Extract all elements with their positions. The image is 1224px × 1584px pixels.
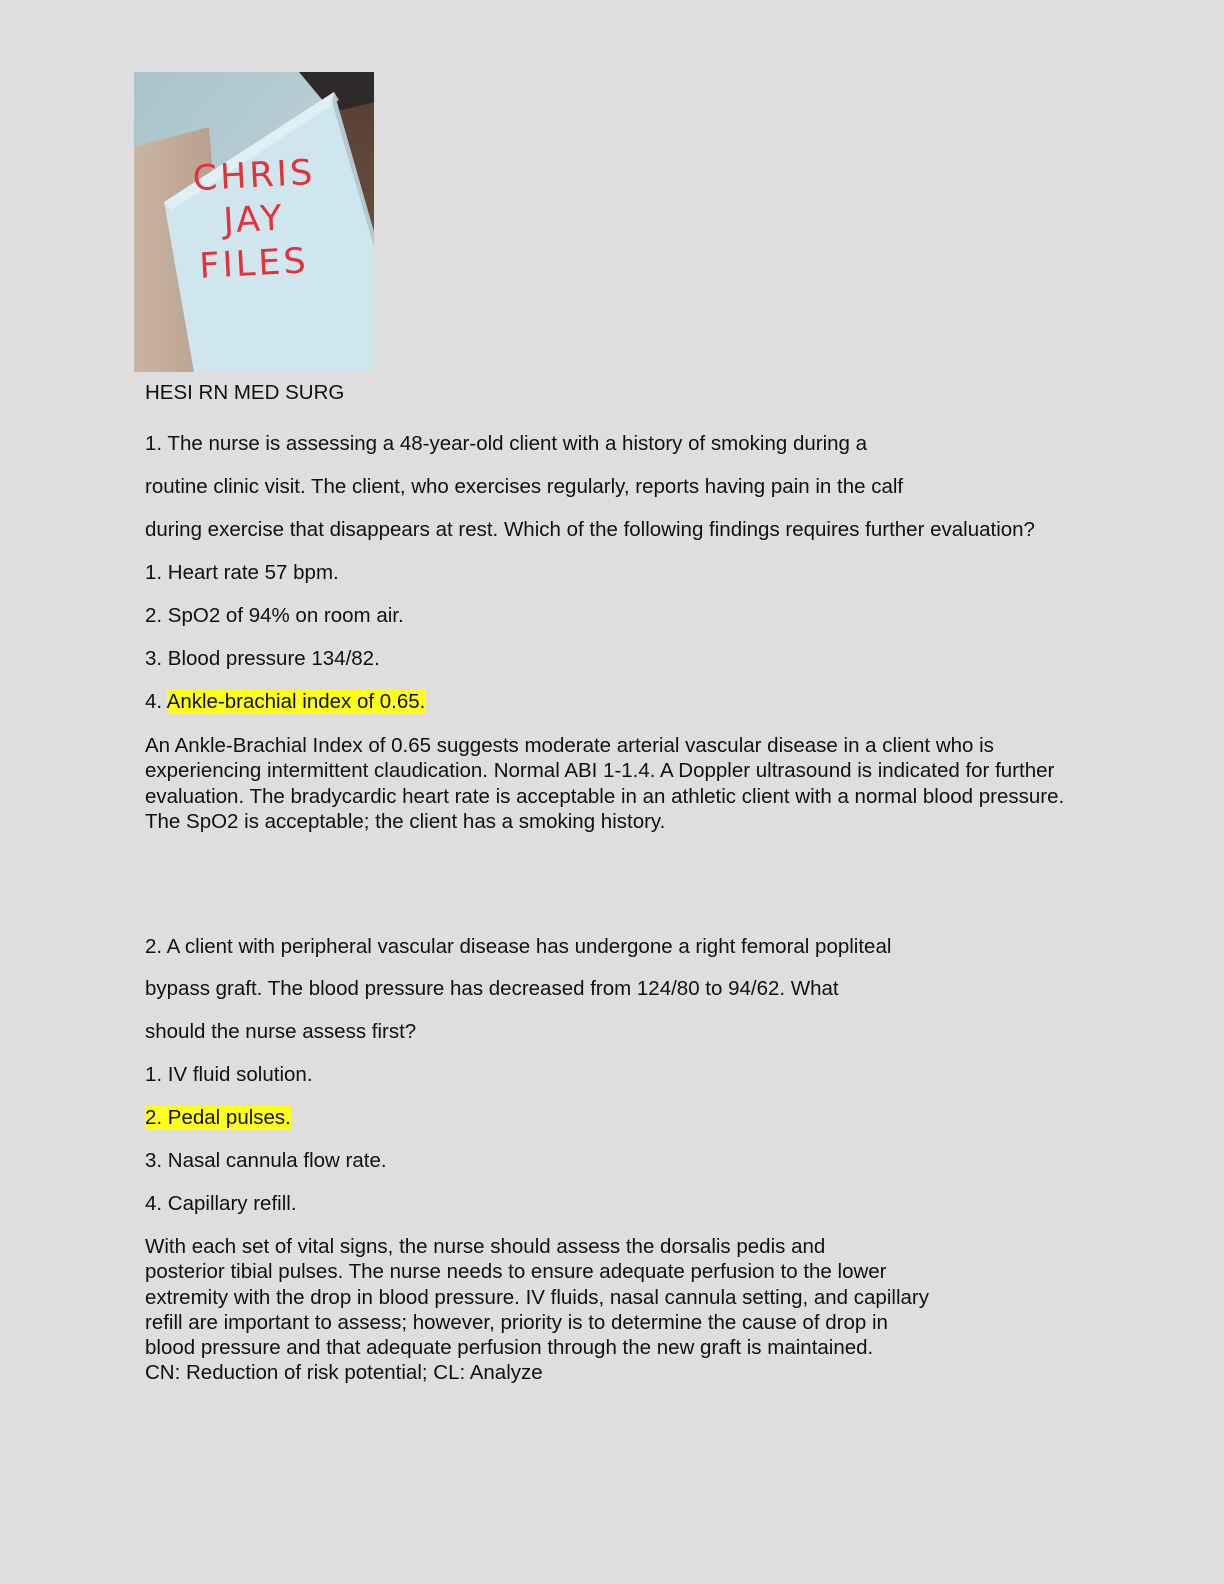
q2-stem-line-1: 2. A client with peripheral vascular disease has undergone a right femoral popliteal <box>145 935 892 958</box>
q2-stem-line-2: bypass graft. The blood pressure has decreased from 124/80 to 94/62. What <box>145 977 839 1000</box>
q2-answer-highlight: 2. Pedal pulses. <box>145 1106 291 1129</box>
q1-rationale-line-1: An Ankle-Brachial Index of 0.65 suggests moderate arterial vascular disease in a client who is <box>145 734 994 757</box>
q1-stem-line-2: routine clinic visit. The client, who exercises regularly, reports having pain in the calf <box>145 475 904 498</box>
q2-rationale-line-1: With each set of vital signs, the nurse should assess the dorsalis pedis and <box>145 1235 826 1258</box>
q1-option-1: 1. Heart rate 57 bpm. <box>145 561 339 584</box>
q1-option-2: 2. SpO2 of 94% on room air. <box>145 604 404 627</box>
q1-option-3: 3. Blood pressure 134/82. <box>145 647 380 670</box>
q2-rationale-line-5: blood pressure and that adequate perfusion through the new graft is maintained. <box>145 1336 874 1360</box>
q2-option-1: 1. IV fluid solution. <box>145 1063 313 1086</box>
q1-rationale-line-3: evaluation. The bradycardic heart rate is acceptable in an athletic client with a normal blood pressure. <box>145 784 1065 808</box>
q2-option-2-correct <box>145 1106 291 1130</box>
q1-answer-highlight: Ankle-brachial index of 0.65. <box>166 690 426 713</box>
q1-stem-line-1: 1. The nurse is assessing a 48-year-old client with a history of smoking during a <box>145 432 868 455</box>
q2-rationale-line-3: extremity with the drop in blood pressure. IV fluids, nasal cannula setting, and capillary <box>145 1285 929 1309</box>
q1-rationale-line-2: experiencing intermittent claudication. Normal ABI 1-1.4. A Doppler ultrasound is indicated for further <box>145 759 1055 783</box>
q2-rationale-line-6: CN: Reduction of risk potential; CL: Analyze <box>145 1361 543 1385</box>
cover-text-line-3: FILES <box>198 241 310 287</box>
q1-rationale <box>145 733 1145 834</box>
cover-text-line-2: JAY <box>222 198 286 242</box>
q1-rationale-line-4: The SpO2 is acceptable; the client has a smoking history. <box>145 809 666 833</box>
q2-option-4: 4. Capillary refill. <box>145 1192 297 1215</box>
q1-stem-line-3: during exercise that disappears at rest. Which of the following findings requires further evaluation? <box>145 518 1035 541</box>
q2-stem-line-3: should the nurse assess first? <box>145 1020 417 1043</box>
q2-rationale-line-4: refill are important to assess; however, priority is to determine the cause of drop in <box>145 1310 888 1334</box>
q2-rationale <box>145 1234 1145 1386</box>
q1-option-4-correct: 4. Ankle-brachial index of 0.65. <box>145 690 426 713</box>
q2-option-3: 3. Nasal cannula flow rate. <box>145 1149 387 1172</box>
q2-rationale-line-2: posterior tibial pulses. The nurse needs to ensure adequate perfusion to the lower <box>145 1260 887 1284</box>
cover-image <box>134 72 374 372</box>
document-title: HESI RN MED SURG <box>145 381 345 404</box>
cover-text-line-1: CHRIS <box>191 152 317 200</box>
